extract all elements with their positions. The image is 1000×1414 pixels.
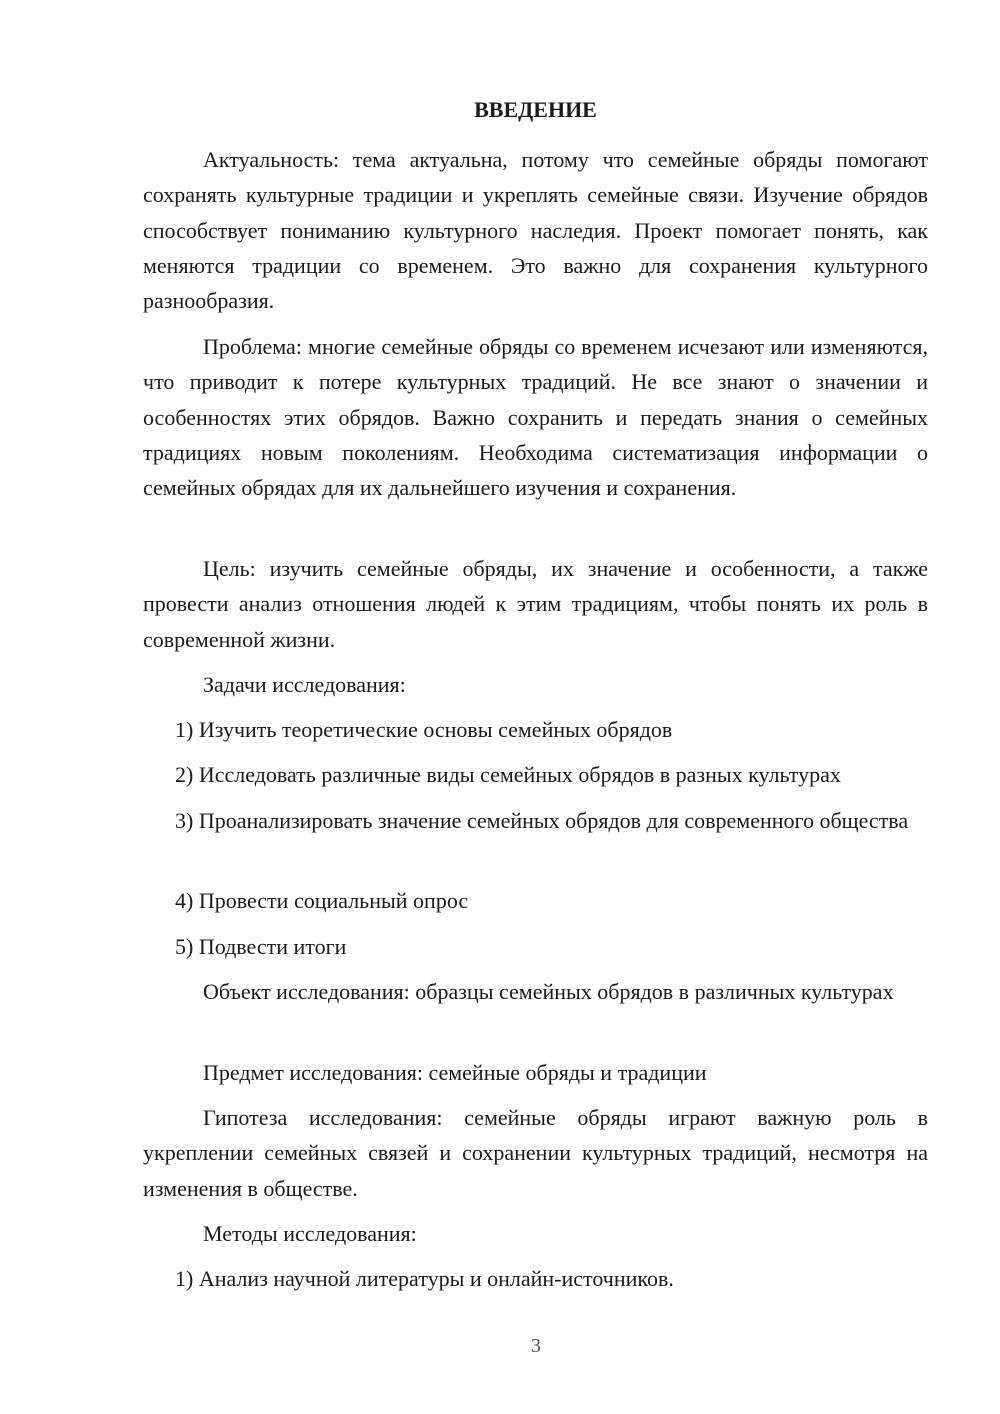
paragraph-hypothesis: Гипотеза исследования: семейные обряды играют важную роль в укреплении семейных связей и сохранении культурных традиций, несмотря на изменения в обществе. — [143, 1105, 928, 1201]
paragraph-goal: Цель: изучить семейные обряды, их значение и особенности, а также провести анализ отношения людей к этим традициям, чтобы понять их роль в современной жизни. — [143, 556, 928, 652]
list-item-task-3: 3) Проанализировать значение семейных обрядов для современного общества — [175, 808, 909, 833]
section-heading: ВВЕДЕНИЕ — [474, 97, 597, 122]
list-item-task-4: 4) Провести социальный опрос — [175, 888, 469, 913]
list-item-task-2: 2) Исследовать различные виды семейных обрядов в разных культурах — [175, 762, 841, 787]
paragraph-subject: Предмет исследования: семейные обряды и традиции — [203, 1060, 707, 1085]
list-item-task-1: 1) Изучить теоретические основы семейных обрядов — [175, 717, 673, 742]
list-item-task-5: 5) Подвести итоги — [175, 934, 347, 959]
list-item-method-1: 1) Анализ научной литературы и онлайн-источников. — [175, 1266, 674, 1291]
paragraph-tasks-title: Задачи исследования: — [203, 672, 406, 697]
paragraph-methods-title: Методы исследования: — [203, 1221, 417, 1246]
paragraph-relevance: Актуальность: тема актуальна, потому что семейные обряды помогают сохранять культурные традиции и укреплять семейные связи. Изучение обрядов способствует пониманию культурного наследия. Проект помогает понять, как меняются традиции со временем. Это важно для сохранения культурного разнообразия. — [143, 147, 928, 314]
paragraph-object: Объект исследования: образцы семейных обрядов в различных культурах — [203, 979, 894, 1004]
paragraph-problem: Проблема: многие семейные обряды со временем исчезают или изменяются, что приводит к потере культурных традиций. Не все знают о значении и особенностях этих обрядов. Важно сохранить и передать знания о семейных традициях новым поколениям. Необходима систематизация информации о семейных обрядах для их дальнейшего изучения и сохранения. — [143, 334, 928, 501]
page-number: 3 — [531, 1335, 541, 1357]
